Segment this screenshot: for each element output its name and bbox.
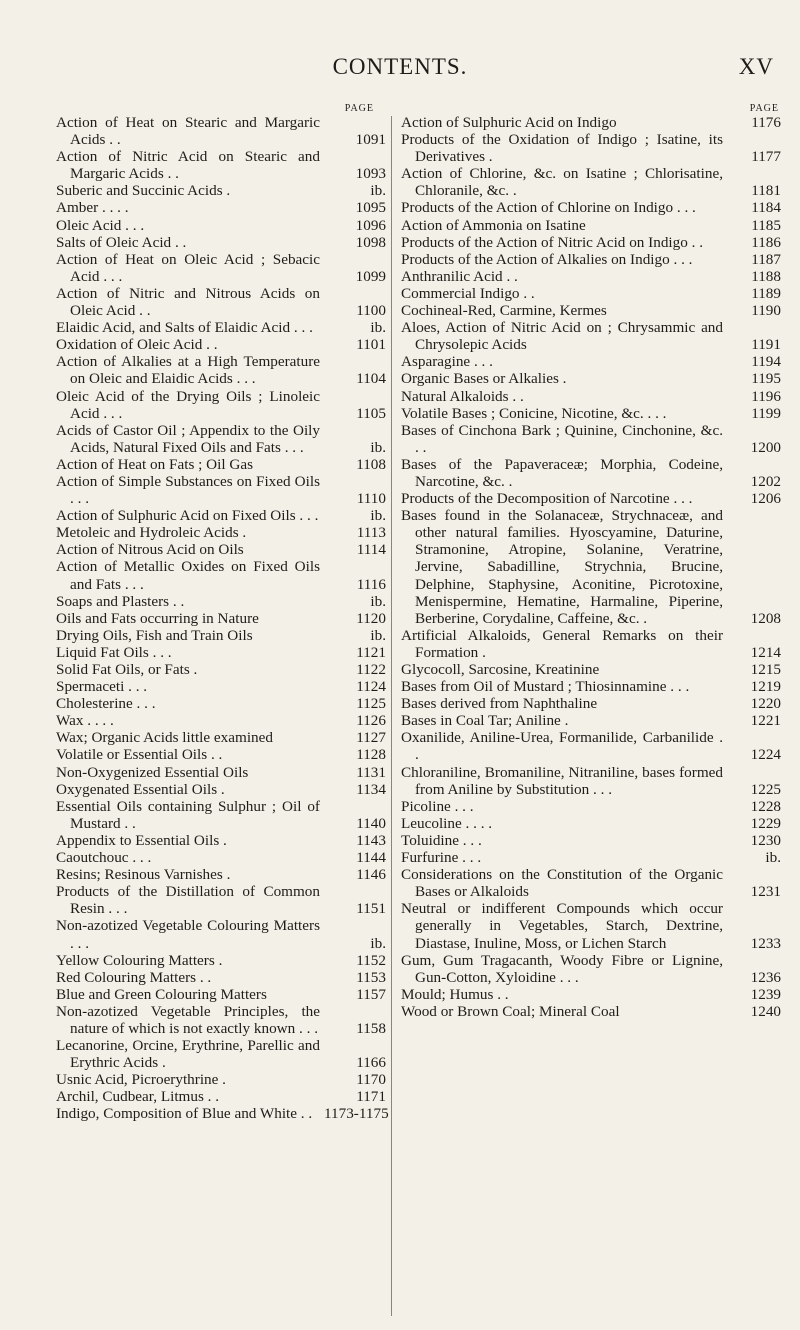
entry-title: Bases of Cinchona Bark ; Quinine, Cinchonine, &c. . . xyxy=(401,421,723,456)
contents-entry xyxy=(401,422,781,456)
contents-entry xyxy=(401,678,781,695)
entry-title: Action of Sulphuric Acid on Fixed Oils . . . xyxy=(56,507,319,525)
contents-list-right xyxy=(401,114,781,1020)
entry-page: 1181 xyxy=(751,182,781,200)
contents-entry xyxy=(56,319,386,336)
entry-page: 1177 xyxy=(751,148,781,166)
entry-page: 1104 xyxy=(356,370,386,388)
entry-page: 1224 xyxy=(750,746,781,764)
entry-page: 1240 xyxy=(750,1002,781,1020)
entry-page: 1143 xyxy=(356,831,386,849)
entry-title: Action of Heat on Oleic Acid ; Sebacic Acid . . . xyxy=(56,250,320,285)
contents-entry xyxy=(56,251,386,285)
entry-page: 1128 xyxy=(356,746,386,764)
contents-entry xyxy=(56,422,386,456)
entry-page: 1219 xyxy=(750,678,781,696)
entry-page: 1231 xyxy=(750,883,781,901)
entry-page: 1233 xyxy=(750,934,781,952)
entry-page: ib. xyxy=(370,182,386,200)
contents-entry xyxy=(401,217,781,234)
entry-title: Oleic Acid of the Drying Oils ; Linoleic Acid . . . xyxy=(56,387,320,422)
entry-page: ib. xyxy=(370,626,386,644)
entry-title: Spermaceti . . . xyxy=(56,678,148,696)
entry-page: 1176 xyxy=(751,114,781,131)
contents-entry xyxy=(401,251,781,268)
entry-title: Appendix to Essential Oils . xyxy=(56,831,227,849)
entry-page: 1229 xyxy=(750,814,781,832)
column-divider xyxy=(391,116,392,1316)
page-number-roman: XV xyxy=(738,54,774,79)
contents-entry xyxy=(56,610,386,627)
entry-title: Wood or Brown Coal; Mineral Coal xyxy=(401,1002,620,1020)
contents-entry xyxy=(56,764,386,781)
entry-page: ib. xyxy=(765,849,781,867)
entry-title: Acids of Castor Oil ; Appendix to the Oily Acids, Natural Fixed Oils and Fats . . . xyxy=(56,421,320,456)
contents-entry xyxy=(401,131,781,165)
entry-title: Products of the Action of Nitric Acid on Indigo . . xyxy=(401,233,704,251)
entry-title: Leucoline . . . . xyxy=(401,814,493,832)
contents-entry xyxy=(401,507,781,627)
entry-title: Bases in Coal Tar; Aniline . xyxy=(401,712,569,730)
entry-page: 1220 xyxy=(750,695,781,713)
entry-page: 1188 xyxy=(751,267,781,285)
entry-title: Non-azotized Vegetable Colouring Matters . . . xyxy=(56,917,320,952)
contents-column-left xyxy=(56,103,389,1123)
entry-title: Bases of the Papaveraceæ; Morphia, Codeine, Narcotine, &c. . xyxy=(401,455,723,490)
entry-title: Drying Oils, Fish and Train Oils xyxy=(56,626,253,644)
contents-entry xyxy=(56,969,386,986)
contents-entry xyxy=(56,473,386,507)
contents-entry xyxy=(56,114,386,148)
entry-page: 1096 xyxy=(355,216,386,234)
page-column-label: PAGE xyxy=(344,103,374,114)
entry-page: 1184 xyxy=(751,199,781,217)
contents-entry xyxy=(56,832,386,849)
contents-entry xyxy=(56,336,386,353)
contents-entry xyxy=(401,388,781,405)
contents-entry xyxy=(401,319,781,353)
entry-page: 1214 xyxy=(750,643,781,661)
entry-title: Action of Nitric and Nitrous Acids on Oleic Acid . . xyxy=(56,284,320,320)
entry-title: Chloraniline, Bromaniline, Nitraniline, bases formed from Aniline by Substitution . . . xyxy=(401,763,723,798)
entry-page: 1101 xyxy=(356,336,386,354)
entry-title: Action of Metallic Oxides on Fixed Oils and Fats . . . xyxy=(56,558,320,593)
entry-title: Archil, Cudbear, Litmus . . xyxy=(56,1088,220,1106)
entry-title: Liquid Fat Oils . . . xyxy=(56,643,172,661)
entry-page: 1125 xyxy=(356,695,386,713)
entry-title: Oxidation of Oleic Acid . . xyxy=(56,336,218,354)
entry-page: ib. xyxy=(370,507,386,525)
entry-page: ib. xyxy=(370,438,386,456)
entry-page: 1186 xyxy=(751,233,781,251)
entry-page: 1171 xyxy=(356,1088,386,1106)
entry-title: Cholesterine . . . xyxy=(56,695,156,713)
entry-page: 1225 xyxy=(750,780,781,798)
contents-entry xyxy=(56,541,386,558)
entry-page: 1230 xyxy=(750,831,781,849)
contents-entry xyxy=(56,849,386,866)
entry-page: 1185 xyxy=(751,216,781,234)
entry-title: Organic Bases or Alkalies . xyxy=(401,370,567,388)
contents-entry xyxy=(56,524,386,541)
entry-page: 1195 xyxy=(751,370,781,388)
entry-title: Products of the Oxidation of Indigo ; Isatine, its Derivatives . xyxy=(401,131,723,166)
entry-title: Wax; Organic Acids little examined xyxy=(56,729,273,747)
contents-entry xyxy=(56,456,386,473)
entry-title: Oils and Fats occurring in Nature xyxy=(56,609,259,627)
entry-page: 1120 xyxy=(356,609,386,627)
entry-title: Soaps and Plasters . . xyxy=(56,592,185,610)
contents-entry xyxy=(56,1071,386,1088)
contents-entry xyxy=(56,199,386,216)
page-header xyxy=(0,52,800,82)
contents-entry xyxy=(401,1003,781,1020)
contents-entry xyxy=(56,1003,386,1037)
contents-entry xyxy=(401,712,781,729)
contents-entry xyxy=(401,849,781,866)
entry-page: 1221 xyxy=(750,712,781,730)
contents-entry xyxy=(401,695,781,712)
entry-page: 1215 xyxy=(750,661,781,678)
contents-entry xyxy=(401,285,781,302)
entry-page: 1100 xyxy=(356,302,386,320)
entry-page: 1190 xyxy=(751,302,781,320)
entry-title: Action of Chlorine, &c. on Isatine ; Chlorisatine, Chloranile, &c. . xyxy=(401,165,723,200)
entry-page: 1127 xyxy=(356,729,386,747)
contents-list-left xyxy=(56,114,389,1123)
entry-page: 1152 xyxy=(356,951,386,969)
entry-title: Essential Oils containing Sulphur ; Oil of Mustard . . xyxy=(56,797,320,832)
entry-title: Picoline . . . xyxy=(401,797,474,815)
entry-title: Products of the Action of Chlorine on Indigo . . . xyxy=(401,199,696,217)
entry-title: Oxygenated Essential Oils . xyxy=(56,780,225,798)
entry-title: Yellow Colouring Matters . xyxy=(56,951,223,969)
contents-entry xyxy=(56,746,386,763)
entry-page: 1110 xyxy=(356,490,386,508)
entry-page: 1189 xyxy=(751,284,781,302)
entry-page: 1140 xyxy=(356,814,386,832)
entry-page: 1113 xyxy=(356,524,386,542)
entry-page: ib. xyxy=(370,592,386,610)
page-column-label: PAGE xyxy=(749,103,779,114)
entry-title: Products of the Action of Alkalies on Indigo . . . xyxy=(401,250,693,268)
contents-entry xyxy=(56,148,386,182)
entry-title: Action of Heat on Fats ; Oil Gas xyxy=(56,455,253,473)
contents-entry xyxy=(401,815,781,832)
contents-entry xyxy=(56,1037,386,1071)
entry-title: Toluidine . . . xyxy=(401,831,482,849)
contents-column-right xyxy=(401,104,781,1020)
entry-title: Gum, Gum Tragacanth, Woody Fibre or Lignine, Gun-Cotton, Xyloidine . . . xyxy=(401,951,723,986)
entry-title: Salts of Oleic Acid . . xyxy=(56,233,187,251)
entry-title: Artificial Alkaloids, General Remarks on their Formation . xyxy=(401,626,723,661)
contents-entry xyxy=(401,661,781,678)
entry-page: 1114 xyxy=(356,541,386,559)
contents-entry xyxy=(401,353,781,370)
entry-title: Bases from Oil of Mustard ; Thiosinnamine . . . xyxy=(401,678,690,696)
contents-entry xyxy=(56,712,386,729)
entry-title: Bases found in the Solanaceæ, Strychnaceæ, and other natural families. Hyoscyamine, Daturine, Stramonine, Atropine, Solanine, Veratrine, Jervine, Sabadilline, Strychnia, Brucine, Delphine, Staphysine, Aconitine, Picrotoxine, Menispermine, Hematine, Harmaline, Piperine, Berberine, Corydaline, Caffeine, &c. . xyxy=(401,507,723,627)
entry-title: Oleic Acid . . . xyxy=(56,216,145,234)
entry-title: Red Colouring Matters . . xyxy=(56,968,212,986)
contents-entry xyxy=(56,1088,386,1105)
entry-page: 1093 xyxy=(355,165,386,183)
entry-page: 1122 xyxy=(356,661,386,678)
entry-title: Metoleic and Hydroleic Acids . xyxy=(56,524,247,542)
entry-page: 1200 xyxy=(750,438,781,456)
page-title: CONTENTS. xyxy=(332,54,468,79)
entry-title: Products of the Distillation of Common Resin . . . xyxy=(56,883,320,918)
contents-entry xyxy=(56,695,386,712)
contents-entry xyxy=(401,627,781,661)
entry-title: Volatile or Essential Oils . . xyxy=(56,746,223,764)
entry-title: Glycocoll, Sarcosine, Kreatinine xyxy=(401,661,600,678)
entry-title: Amber . . . . xyxy=(56,199,129,217)
contents-entry xyxy=(56,883,386,917)
contents-entry xyxy=(56,678,386,695)
entry-page: 1153 xyxy=(356,968,386,986)
entry-title: Action of Sulphuric Acid on Indigo xyxy=(401,114,617,131)
entry-page: 1091 xyxy=(355,131,386,149)
entry-title: Caoutchouc . . . xyxy=(56,849,152,867)
entry-title: Asparagine . . . xyxy=(401,353,493,371)
entry-page: 1194 xyxy=(751,353,781,371)
contents-entry xyxy=(401,114,781,131)
entry-title: Neutral or indifferent Compounds which occur generally in Vegetables, Starch, Dextrine, Diastase, Inuline, Moss, or Lichen Starch xyxy=(401,900,723,952)
contents-entry xyxy=(56,661,386,678)
contents-entry xyxy=(401,798,781,815)
entry-title: Anthranilic Acid . . xyxy=(401,267,518,285)
contents-entry xyxy=(401,866,781,900)
entry-page: ib. xyxy=(370,319,386,337)
entry-title: Non-Oxygenized Essential Oils xyxy=(56,763,249,781)
contents-entry xyxy=(56,627,386,644)
contents-entry xyxy=(401,234,781,251)
entry-page: 1158 xyxy=(356,1019,386,1037)
entry-page: 1191 xyxy=(751,336,781,354)
contents-entry xyxy=(401,490,781,507)
entry-page: 1173-1175 xyxy=(324,1105,389,1123)
entry-title: Furfurine . . . xyxy=(401,849,482,867)
entry-title: Action of Alkalies at a High Temperature on Oleic and Elaidic Acids . . . xyxy=(56,353,320,388)
entry-title: Action of Heat on Stearic and Margaric Acids . . xyxy=(56,114,320,149)
contents-entry xyxy=(401,405,781,422)
entry-page: 1208 xyxy=(750,609,781,627)
entry-page: 1144 xyxy=(356,849,386,867)
contents-entry xyxy=(56,285,386,319)
contents-entry xyxy=(401,832,781,849)
contents-entry xyxy=(56,729,386,746)
contents-entry xyxy=(401,268,781,285)
contents-entry xyxy=(56,593,386,610)
contents-entry xyxy=(56,986,386,1003)
entry-page: 1108 xyxy=(356,455,386,473)
contents-entry xyxy=(56,781,386,798)
entry-title: Commercial Indigo . . xyxy=(401,284,535,302)
entry-page: 1146 xyxy=(356,866,386,884)
contents-entry xyxy=(56,1105,389,1123)
entry-title: Wax . . . . xyxy=(56,712,114,730)
entry-title: Natural Alkaloids . . xyxy=(401,387,524,405)
contents-entry xyxy=(56,182,386,199)
contents-entry xyxy=(401,729,781,763)
entry-title: Volatile Bases ; Conicine, Nicotine, &c. . . . xyxy=(401,404,667,422)
contents-entry xyxy=(56,952,386,969)
entry-title: Lecanorine, Orcine, Erythrine, Parellic and Erythric Acids . xyxy=(56,1037,320,1072)
entry-page: 1105 xyxy=(356,404,386,422)
contents-entry xyxy=(56,866,386,883)
entry-title: Mould; Humus . . xyxy=(401,985,509,1003)
contents-entry xyxy=(56,917,386,951)
entry-title: Action of Nitrous Acid on Oils xyxy=(56,541,244,559)
contents-entry xyxy=(56,798,386,832)
entry-title: Suberic and Succinic Acids . xyxy=(56,182,231,200)
entry-page: 1157 xyxy=(356,985,386,1003)
entry-title: Action of Ammonia on Isatine xyxy=(401,216,586,234)
entry-page: 1134 xyxy=(356,780,386,798)
entry-page: 1131 xyxy=(356,763,386,781)
entry-title: Cochineal-Red, Carmine, Kermes xyxy=(401,302,607,320)
entry-page: 1124 xyxy=(356,678,386,696)
entry-page: 1151 xyxy=(356,900,386,918)
entry-page: 1202 xyxy=(750,472,781,490)
contents-entry xyxy=(56,507,386,524)
contents-entry xyxy=(401,900,781,951)
entry-title: Usnic Acid, Picroerythrine . xyxy=(56,1071,226,1089)
contents-entry xyxy=(401,456,781,490)
entry-page: 1196 xyxy=(751,387,781,405)
contents-entry xyxy=(56,644,386,661)
contents-entry xyxy=(401,764,781,798)
contents-entry xyxy=(401,165,781,199)
entry-title: Products of the Decomposition of Narcotine . . . xyxy=(401,490,693,508)
entry-page: 1199 xyxy=(751,404,781,422)
entry-page: 1187 xyxy=(751,250,781,268)
contents-entry xyxy=(56,234,386,251)
entry-title: Indigo, Composition of Blue and White . . xyxy=(56,1105,313,1123)
entry-title: Oxanilide, Aniline-Urea, Formanilide, Carbanilide . . xyxy=(401,729,723,764)
entry-title: Aloes, Action of Nitric Acid on ; Chrysammic and Chrysolepic Acids xyxy=(401,319,723,354)
contents-entry xyxy=(56,217,386,234)
entry-page: 1095 xyxy=(355,199,386,217)
entry-page: 1126 xyxy=(356,712,386,730)
contents-entry xyxy=(401,199,781,216)
contents-entry xyxy=(401,986,781,1003)
entry-title: Non-azotized Vegetable Principles, the nature of which is not exactly known . . . xyxy=(56,1002,320,1037)
entry-page: 1236 xyxy=(750,968,781,986)
entry-page: 1116 xyxy=(356,575,386,593)
entry-page: 1206 xyxy=(750,490,781,508)
entry-title: Blue and Green Colouring Matters xyxy=(56,985,267,1003)
entry-page: 1099 xyxy=(355,267,386,285)
entry-page: 1098 xyxy=(355,233,386,251)
entry-page: 1228 xyxy=(750,797,781,815)
entry-page: 1121 xyxy=(356,643,386,661)
entry-page: 1166 xyxy=(356,1054,386,1072)
entry-page: 1170 xyxy=(356,1071,386,1089)
entry-title: Action of Nitric Acid on Stearic and Margaric Acids . . xyxy=(56,148,320,183)
entry-title: Solid Fat Oils, or Fats . xyxy=(56,661,198,678)
entry-title: Elaidic Acid, and Salts of Elaidic Acid . . . xyxy=(56,319,313,337)
entry-title: Action of Simple Substances on Fixed Oils . . . xyxy=(56,472,320,508)
entry-page: 1239 xyxy=(750,985,781,1003)
entry-page: ib. xyxy=(370,934,386,952)
contents-entry xyxy=(56,558,386,592)
contents-entry xyxy=(401,952,781,986)
contents-entry xyxy=(56,388,386,422)
entry-title: Resins; Resinous Varnishes . xyxy=(56,866,231,884)
contents-entry xyxy=(56,353,386,387)
contents-entry xyxy=(401,370,781,387)
contents-entry xyxy=(401,302,781,319)
entry-title: Bases derived from Naphthaline xyxy=(401,695,598,713)
entry-title: Considerations on the Constitution of the Organic Bases or Alkaloids xyxy=(401,866,723,901)
